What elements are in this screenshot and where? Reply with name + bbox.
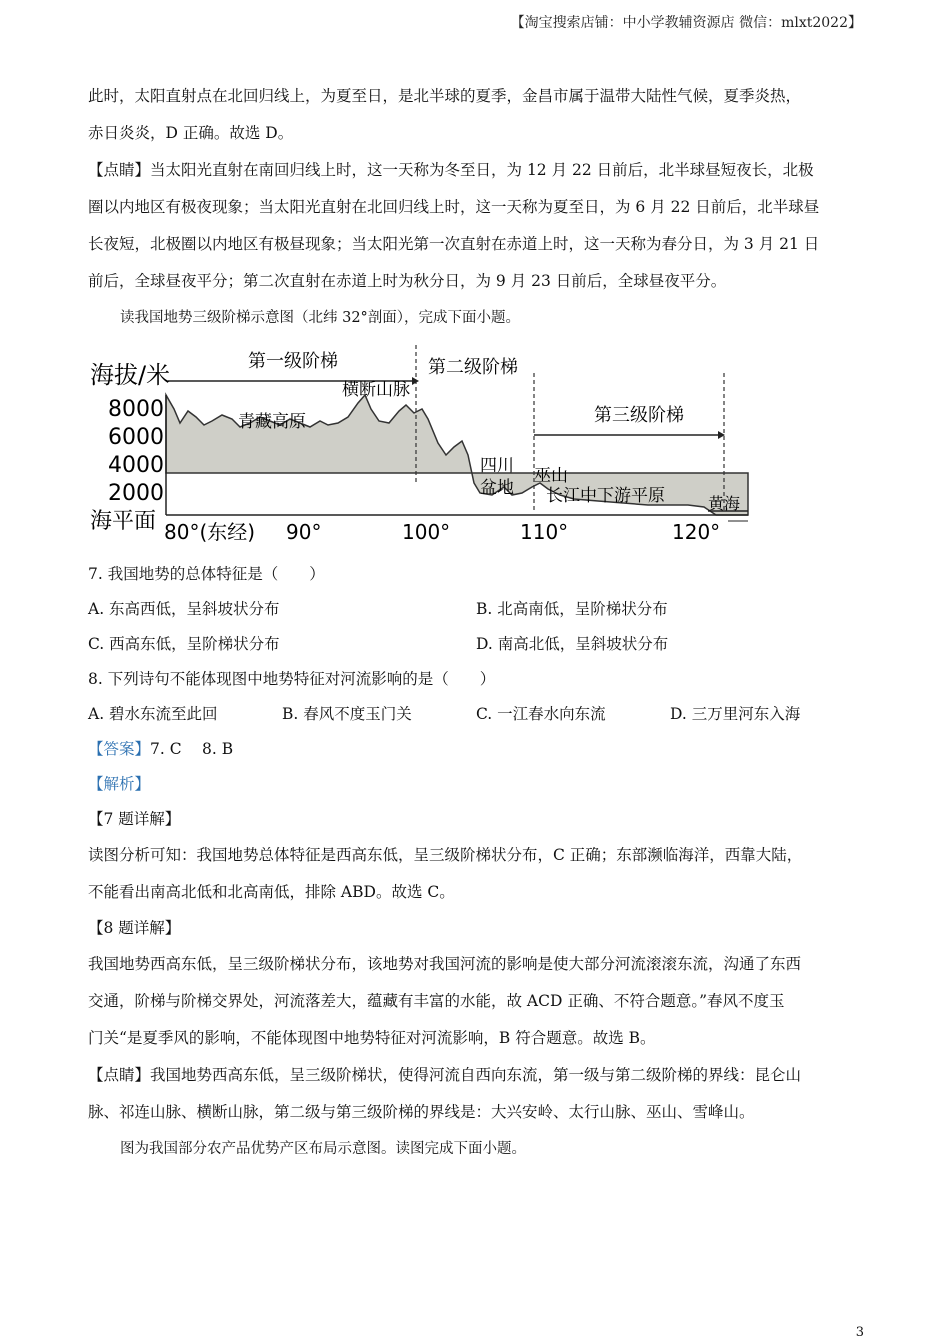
question-7: 7. 我国地势的总体特征是（ ） [88, 565, 325, 583]
text-line: 前后，全球昼夜平分；第二次直射在赤道上时为秋分日，为 9 月 23 日前后，全球昼夜平分。 [88, 272, 727, 290]
dianjing-paragraph-2 [88, 1057, 868, 1094]
text-line: 脉、祁连山脉、横断山脉，第二级与第三级阶梯的界线是：大兴安岭、太行山脉、巫山、雪峰山。 [88, 1103, 755, 1121]
text-line: 圈以内地区有极夜现象；当太阳光直射在北回归线上时，这一天称为夏至日，为 6 月 22 日前后，北半球昼 [88, 198, 820, 216]
q7-option-d[interactable]: D. 南高北低，呈斜坡状分布 [476, 635, 669, 653]
dianjing-tag-2: 【点睛】 [88, 1066, 151, 1084]
question-intro-2: 图为我国部分农产品优势产区布局示意图。读图完成下面小题。 [120, 1141, 526, 1157]
x-tick-80: 80°(东经) [164, 520, 256, 543]
x-tick-120: 120° [672, 520, 721, 543]
question-8: 8. 下列诗句不能体现图中地势特征对河流影响的是（ ） [88, 670, 496, 688]
label-qingzang: 青藏高原 [238, 412, 306, 432]
q7-options-row-2 [88, 627, 868, 662]
y-tick-8000: 8000 [108, 397, 164, 422]
answer-line [88, 732, 868, 767]
x-tick-100: 100° [402, 520, 451, 543]
x-tick-90: 90° [286, 520, 322, 543]
q8-options-row [88, 697, 868, 732]
label-huanghai: 黄海 [708, 494, 741, 513]
text-line: 长夜短，北极圈以内地区有极昼现象；当太阳光第一次直射在赤道上时，这一天称为春分日，为 3 月 21 日 [88, 235, 820, 253]
q8-option-d[interactable]: D. 三万里河东入海 [670, 705, 801, 723]
step1-label: 第一级阶梯 [248, 351, 338, 372]
text-line: 此时，太阳直射点在北回归线上，为夏至日，是北半球的夏季，金昌市属于温带大陆性气候，夏季炎热， [88, 87, 802, 105]
text-line: 赤日炎炎，D 正确。故选 D。 [88, 124, 294, 142]
text-line: 交通，阶梯与阶梯交界处，河流落差大，蕴藏有丰富的水能，故 ACD 正确、不符合题意。”春风不度玉 [88, 992, 785, 1010]
dianjing-paragraph [88, 152, 868, 189]
sea-level-label: 海平面 [90, 509, 157, 534]
terrain-profile-svg [88, 343, 768, 543]
q8-option-b[interactable]: B. 春风不度玉门关 [282, 705, 412, 723]
text-span: 我国地势西高东低，呈三级阶梯状，使得河流自西向东流，第一级与第二级阶梯的界线：昆仑山 [150, 1066, 802, 1084]
q7-options-row-1 [88, 592, 868, 627]
dianjing-tag: 【点睛】 [88, 161, 151, 179]
y-axis-label: 海拔/米 [90, 361, 171, 389]
answer-tag: 【答案】 [88, 740, 151, 758]
step2-label: 第二级阶梯 [428, 357, 518, 378]
page-number: 3 [855, 1325, 864, 1340]
page-header: 【淘宝搜索店铺：中小学教辅资源店 微信：mlxt2022】 [510, 15, 862, 31]
text-line: 不能看出南高北低和北高南低，排除 ABD。故选 C。 [88, 883, 455, 901]
answer-text: 7. C 8. B [150, 740, 234, 758]
text-line: 我国地势西高东低，呈三级阶梯状分布，该地势对我国河流的影响是使大部分河流滚滚东流，沟通了东西 [88, 955, 802, 973]
q8-option-a[interactable]: A. 碧水东流至此回 [88, 705, 218, 723]
document-body [88, 78, 868, 1168]
label-sichuan-1: 四川 [480, 456, 514, 476]
terrain-profile-figure [88, 343, 768, 543]
text-span: 当太阳光直射在南回归线上时，这一天称为冬至日，为 12 月 22 日前后，北半球昼短夜长，北极 [150, 161, 814, 179]
y-tick-2000: 2000 [108, 481, 164, 506]
text-line: 读图分析可知：我国地势总体特征是西高东低，呈三级阶梯状分布，C 正确；东部濒临海洋，西靠大陆， [88, 846, 803, 864]
analysis-tag: 【解析】 [88, 775, 151, 793]
detail-8-tag: 【8 题详解】 [88, 919, 181, 937]
label-hengduan: 横断山脉 [342, 380, 410, 400]
q7-option-c[interactable]: C. 西高东低，呈阶梯状分布 [88, 635, 280, 653]
q7-option-b[interactable]: B. 北高南低，呈阶梯状分布 [476, 600, 668, 618]
y-tick-6000: 6000 [108, 425, 164, 450]
step3-label: 第三级阶梯 [594, 405, 684, 426]
q8-option-c[interactable]: C. 一江春水向东流 [476, 705, 606, 723]
y-tick-4000: 4000 [108, 453, 164, 478]
label-sichuan-2: 盆地 [480, 478, 514, 498]
q7-option-a[interactable]: A. 东高西低，呈斜坡状分布 [88, 600, 280, 618]
label-wushan: 巫山 [534, 466, 568, 486]
label-changjiang: 长江中下游平原 [546, 486, 665, 506]
text-line: 门关“是夏季风的影响，不能体现图中地势特征对河流影响，B 符合题意。故选 B。 [88, 1029, 656, 1047]
detail-7-tag: 【7 题详解】 [88, 810, 181, 828]
x-tick-110: 110° [520, 520, 569, 543]
question-intro: 读我国地势三级阶梯示意图（北纬 32°剖面），完成下面小题。 [120, 310, 521, 326]
